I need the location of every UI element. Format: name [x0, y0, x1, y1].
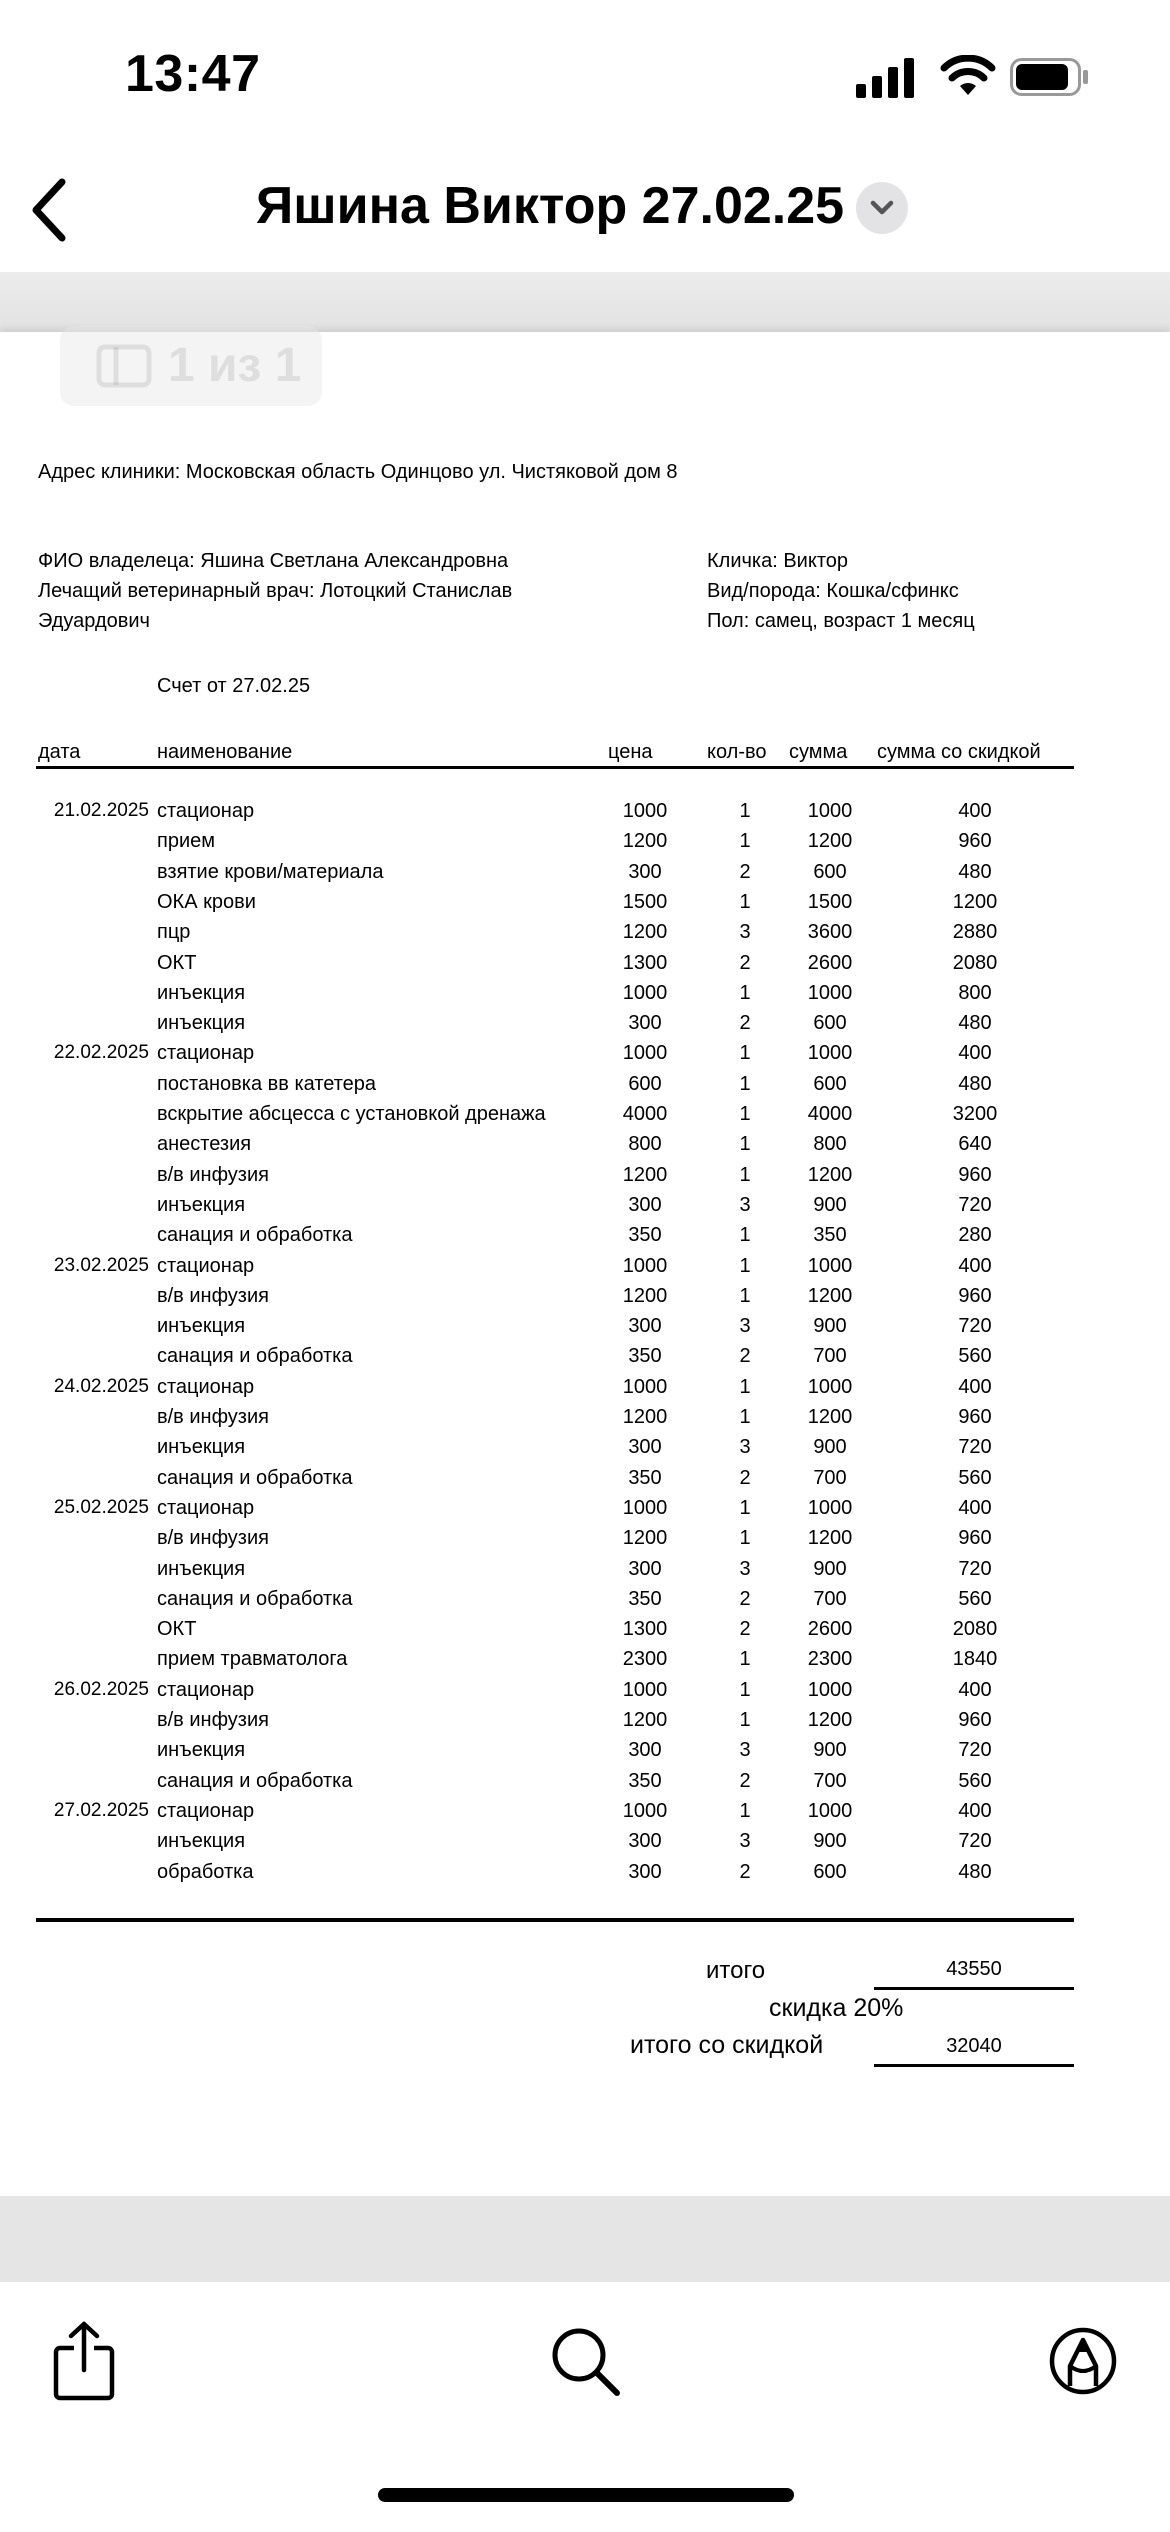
owner-name: ФИО владелеца: Яшина Светлана Александровна: [38, 550, 509, 572]
row-name: в/в инфузия: [157, 1163, 269, 1186]
row-qty: 1: [739, 1406, 751, 1428]
table-row: [0, 1164, 1170, 1194]
row-price: 800: [628, 1133, 662, 1156]
row-price: 350: [628, 1769, 662, 1792]
row-qty: 2: [739, 1769, 751, 1792]
row-name: обработка: [157, 1860, 254, 1883]
row-qty: 1: [739, 1042, 751, 1065]
table-row: [0, 982, 1170, 1012]
row-qty: 3: [739, 1436, 751, 1459]
row-disc: 400: [958, 1678, 992, 1701]
battery-icon: [1010, 58, 1090, 96]
row-sum: 600: [813, 860, 847, 883]
row-date: 25.02.2025: [53, 1496, 149, 1518]
row-name: анестезия: [157, 1133, 252, 1156]
row-sum: 1000: [807, 1496, 853, 1519]
row-date: 26.02.2025: [53, 1678, 149, 1700]
row-name: санация и обработка: [157, 1466, 353, 1489]
row-price: 300: [628, 860, 662, 883]
row-qty: 2: [739, 1012, 751, 1035]
row-sum: 4000: [807, 1103, 853, 1125]
row-disc: 560: [958, 1769, 992, 1792]
row-sum: 1000: [807, 981, 853, 1004]
row-qty: 3: [739, 921, 751, 944]
row-name: стационар: [157, 1496, 255, 1519]
row-sum: 350: [813, 1224, 847, 1247]
row-qty: 1: [739, 1103, 751, 1125]
row-disc: 2880: [952, 921, 998, 944]
row-name: инъекция: [157, 1436, 246, 1459]
row-price: 300: [628, 1860, 662, 1883]
row-qty: 1: [739, 830, 751, 853]
row-sum: 1000: [807, 1375, 853, 1398]
row-price: 350: [628, 1224, 662, 1247]
row-sum: 1500: [807, 890, 853, 913]
pet-sex-age: Пол: самец, возраст 1 месяц: [707, 610, 975, 632]
row-sum: 1000: [807, 1042, 853, 1065]
row-qty: 2: [739, 860, 751, 883]
row-name: инъекция: [157, 1193, 246, 1216]
row-disc: 280: [958, 1224, 992, 1247]
header-price: цена: [608, 741, 653, 763]
row-disc: 560: [958, 1587, 992, 1610]
table-row: [0, 1739, 1170, 1769]
row-price: 1000: [622, 1254, 668, 1277]
clinic-address: Адрес клиники: Московская область Одинцово ул. Чистяковой дом 8: [38, 461, 678, 483]
row-sum: 900: [813, 1193, 847, 1216]
row-sum: 2600: [807, 951, 853, 974]
page-title[interactable]: Яшина Виктор 27.02.25: [255, 177, 845, 235]
row-disc: 400: [958, 800, 992, 822]
table-row: [0, 1618, 1170, 1648]
table-row: [0, 1255, 1170, 1285]
row-sum: 2300: [807, 1648, 853, 1671]
row-qty: 3: [739, 1830, 751, 1853]
row-sum: 600: [813, 1860, 847, 1883]
row-qty: 1: [739, 1799, 751, 1822]
table-row: [0, 1285, 1170, 1315]
row-qty: 3: [739, 1557, 751, 1580]
row-name: стационар: [157, 1254, 255, 1277]
row-disc: 960: [958, 1163, 992, 1186]
row-sum: 900: [813, 1830, 847, 1853]
table-row: [0, 1800, 1170, 1830]
table-row: [0, 1861, 1170, 1891]
table-row: [0, 891, 1170, 921]
row-disc: 960: [958, 1406, 992, 1428]
total-rule: [874, 1987, 1074, 1990]
row-sum: 1200: [807, 1527, 853, 1550]
row-name: прием травматолога: [157, 1648, 348, 1671]
row-disc: 720: [958, 1193, 992, 1216]
row-qty: 2: [739, 951, 751, 974]
row-price: 1000: [622, 1042, 668, 1065]
row-disc: 480: [958, 860, 992, 883]
row-qty: 3: [739, 1193, 751, 1216]
row-name: ОКТ: [157, 1618, 197, 1641]
row-sum: 3600: [807, 921, 853, 944]
table-row: [0, 1436, 1170, 1466]
row-name: инъекция: [157, 1830, 246, 1853]
row-sum: 900: [813, 1315, 847, 1338]
row-price: 350: [628, 1345, 662, 1368]
row-price: 1200: [622, 830, 668, 853]
row-price: 300: [628, 1557, 662, 1580]
sidebar-icon: [96, 344, 152, 388]
table-bottom-rule: [36, 1918, 1074, 1922]
discount-label: скидка 20%: [769, 1994, 904, 2022]
row-name: стационар: [157, 1799, 255, 1822]
row-disc: 720: [958, 1436, 992, 1459]
row-price: 1000: [622, 1799, 668, 1822]
table-row: [0, 1376, 1170, 1406]
row-disc: 960: [958, 1284, 992, 1307]
row-price: 1000: [622, 1496, 668, 1519]
share-icon[interactable]: [52, 2320, 116, 2402]
table-row: [0, 1406, 1170, 1436]
row-disc: 560: [958, 1345, 992, 1368]
row-disc: 2080: [952, 951, 998, 974]
row-disc: 400: [958, 1496, 992, 1519]
table-row: [0, 830, 1170, 860]
row-qty: 2: [739, 1618, 751, 1641]
row-sum: 700: [813, 1345, 847, 1368]
row-name: в/в инфузия: [157, 1709, 269, 1731]
row-sum: 700: [813, 1587, 847, 1610]
row-sum: 1000: [807, 1254, 853, 1277]
row-name: прием: [157, 830, 215, 853]
table-row: [0, 1042, 1170, 1072]
row-qty: 2: [739, 1860, 751, 1883]
table-row: [0, 1830, 1170, 1860]
row-qty: 1: [739, 1163, 751, 1186]
row-sum: 800: [813, 1133, 847, 1156]
row-disc: 560: [958, 1466, 992, 1489]
row-price: 350: [628, 1587, 662, 1610]
row-name: стационар: [157, 1042, 255, 1065]
total-value: 43550: [946, 1958, 1002, 1980]
row-disc: 400: [958, 1254, 992, 1277]
row-price: 1200: [622, 1284, 668, 1307]
row-date: 21.02.2025: [53, 800, 149, 821]
table-row: [0, 1558, 1170, 1588]
row-price: 1000: [622, 800, 668, 822]
row-sum: 1000: [807, 1799, 853, 1822]
row-disc: 800: [958, 981, 992, 1004]
row-name: стационар: [157, 1678, 255, 1701]
row-disc: 480: [958, 1012, 992, 1035]
row-qty: 1: [739, 1284, 751, 1307]
row-name: постановка вв катетера: [157, 1072, 377, 1095]
row-date: 27.02.2025: [53, 1799, 149, 1821]
wifi-icon: [940, 55, 996, 97]
row-disc: 960: [958, 830, 992, 853]
row-name: ОКА крови: [157, 890, 256, 913]
nav-header: [0, 150, 1170, 274]
row-price: 350: [628, 1466, 662, 1489]
row-name: санация и обработка: [157, 1769, 353, 1792]
row-price: 300: [628, 1436, 662, 1459]
invoice-title: Счет от 27.02.25: [157, 675, 311, 697]
row-name: санация и обработка: [157, 1224, 353, 1247]
header-qty: кол-во: [707, 741, 767, 763]
row-price: 300: [628, 1830, 662, 1853]
row-date: 23.02.2025: [53, 1254, 149, 1276]
row-sum: 1200: [807, 1709, 853, 1731]
row-price: 1300: [622, 951, 668, 974]
row-qty: 2: [739, 1345, 751, 1368]
row-name: санация и обработка: [157, 1587, 353, 1610]
row-disc: 1840: [952, 1648, 998, 1671]
row-name: санация и обработка: [157, 1345, 353, 1368]
table-row: [0, 1345, 1170, 1375]
row-price: 1200: [622, 1406, 668, 1428]
row-name: в/в инфузия: [157, 1284, 269, 1307]
row-qty: 1: [739, 1648, 751, 1671]
total-discount-label: итого со скидкой: [630, 2031, 824, 2059]
row-disc: 480: [958, 1860, 992, 1883]
row-qty: 1: [739, 981, 751, 1004]
row-disc: 1200: [952, 890, 998, 913]
row-disc: 720: [958, 1830, 992, 1853]
row-price: 1000: [622, 1375, 668, 1398]
row-price: 1200: [622, 1163, 668, 1186]
table-row: [0, 921, 1170, 951]
row-sum: 600: [813, 1012, 847, 1035]
row-qty: 1: [739, 1224, 751, 1247]
row-qty: 1: [739, 1254, 751, 1277]
row-qty: 1: [739, 890, 751, 913]
row-price: 1000: [622, 1678, 668, 1701]
row-disc: 720: [958, 1739, 992, 1762]
table-row: [0, 1648, 1170, 1678]
table-row: [0, 1103, 1170, 1133]
row-qty: 1: [739, 1709, 751, 1731]
row-price: 1500: [622, 890, 668, 913]
page-indicator: [60, 326, 322, 406]
chevron-down-icon: [856, 182, 908, 234]
row-qty: 1: [739, 1678, 751, 1701]
header-date: дата: [38, 741, 81, 763]
table-row: [0, 861, 1170, 891]
vet-name-line2: Эдуардович: [38, 610, 150, 632]
row-qty: 1: [739, 1496, 751, 1519]
table-row: [0, 800, 1170, 830]
header-sum: сумма: [789, 741, 848, 763]
row-qty: 1: [739, 1072, 751, 1095]
row-sum: 1000: [807, 1678, 853, 1701]
row-price: 1200: [622, 921, 668, 944]
row-disc: 960: [958, 1709, 992, 1731]
row-disc: 640: [958, 1133, 992, 1156]
table-row: [0, 1224, 1170, 1254]
row-price: 300: [628, 1012, 662, 1035]
row-qty: 1: [739, 800, 751, 822]
row-name: в/в инфузия: [157, 1527, 269, 1550]
row-disc: 2080: [952, 1618, 998, 1641]
row-sum: 900: [813, 1557, 847, 1580]
row-sum: 1200: [807, 1284, 853, 1307]
status-bar: [0, 0, 1170, 150]
table-row: [0, 1012, 1170, 1042]
table-row: [0, 1467, 1170, 1497]
table-row: [0, 1770, 1170, 1800]
table-row: [0, 1194, 1170, 1224]
row-disc: 400: [958, 1042, 992, 1065]
row-name: в/в инфузия: [157, 1406, 269, 1428]
total-discount-value: 32040: [946, 2035, 1002, 2057]
row-qty: 1: [739, 1527, 751, 1550]
row-price: 4000: [622, 1103, 668, 1125]
row-sum: 1200: [807, 830, 853, 853]
row-sum: 700: [813, 1769, 847, 1792]
row-date: 22.02.2025: [53, 1042, 149, 1064]
row-sum: 700: [813, 1466, 847, 1489]
table-header-rule: [36, 766, 1074, 769]
row-price: 1300: [622, 1618, 668, 1641]
status-time: 13:47: [125, 45, 261, 103]
markup-icon[interactable]: [1048, 2326, 1118, 2396]
table-row: [0, 1073, 1170, 1103]
row-price: 300: [628, 1193, 662, 1216]
row-qty: 1: [739, 1375, 751, 1398]
row-sum: 900: [813, 1739, 847, 1762]
row-sum: 600: [813, 1072, 847, 1095]
header-disc: сумма со скидкой: [877, 741, 1041, 763]
row-sum: 2600: [807, 1618, 853, 1641]
row-disc: 480: [958, 1072, 992, 1095]
row-sum: 1200: [807, 1406, 853, 1428]
row-price: 1000: [622, 981, 668, 1004]
table-row: [0, 1679, 1170, 1709]
row-price: 1200: [622, 1527, 668, 1550]
table-row: [0, 1709, 1170, 1739]
pet-name: Кличка: Виктор: [707, 550, 849, 572]
row-disc: 960: [958, 1527, 992, 1550]
table-row: [0, 1588, 1170, 1618]
row-name: инъекция: [157, 1739, 246, 1762]
cellular-signal-icon: [856, 58, 916, 98]
header-name: наименование: [157, 741, 293, 763]
table-row: [0, 1133, 1170, 1163]
row-qty: 3: [739, 1739, 751, 1762]
vet-name-line1: Лечащий ветеринарный врач: Лотоцкий Станислав: [38, 580, 513, 602]
row-name: стационар: [157, 1375, 255, 1398]
row-sum: 1200: [807, 1163, 853, 1186]
row-name: инъекция: [157, 1012, 246, 1035]
row-name: вскрытие абсцесса с установкой дренажа: [157, 1103, 546, 1125]
table-row: [0, 1497, 1170, 1527]
page-indicator-label: 1 из 1: [168, 339, 302, 392]
row-name: ОКТ: [157, 951, 197, 974]
total-label: итого: [706, 1957, 766, 1984]
row-name: стационар: [157, 800, 255, 822]
viewer-background: [0, 272, 1170, 332]
row-disc: 400: [958, 1375, 992, 1398]
row-price: 600: [628, 1072, 662, 1095]
row-name: пцр: [157, 921, 191, 944]
row-date: 24.02.2025: [53, 1375, 149, 1397]
table-row: [0, 952, 1170, 982]
table-row: [0, 1315, 1170, 1345]
row-qty: 1: [739, 1133, 751, 1156]
row-price: 300: [628, 1315, 662, 1338]
row-name: инъекция: [157, 1557, 246, 1580]
title-menu-button[interactable]: [856, 182, 908, 234]
row-name: инъекция: [157, 981, 246, 1004]
total-discount-rule: [874, 2064, 1074, 2067]
row-disc: 720: [958, 1557, 992, 1580]
row-disc: 720: [958, 1315, 992, 1338]
pet-species: Вид/порода: Кошка/сфинкс: [707, 580, 959, 602]
row-price: 2300: [622, 1648, 668, 1671]
row-disc: 3200: [952, 1103, 998, 1125]
row-price: 300: [628, 1739, 662, 1762]
search-icon[interactable]: [550, 2326, 622, 2398]
row-sum: 900: [813, 1436, 847, 1459]
table-row: [0, 1527, 1170, 1557]
home-indicator[interactable]: [378, 2488, 794, 2502]
row-qty: 2: [739, 1587, 751, 1610]
row-sum: 1000: [807, 800, 853, 822]
viewer-background-bottom: [0, 2196, 1170, 2284]
row-qty: 2: [739, 1466, 751, 1489]
row-name: взятие крови/материала: [157, 860, 384, 883]
row-qty: 3: [739, 1315, 751, 1338]
row-price: 1200: [622, 1709, 668, 1731]
row-name: инъекция: [157, 1315, 246, 1338]
row-disc: 400: [958, 1799, 992, 1822]
